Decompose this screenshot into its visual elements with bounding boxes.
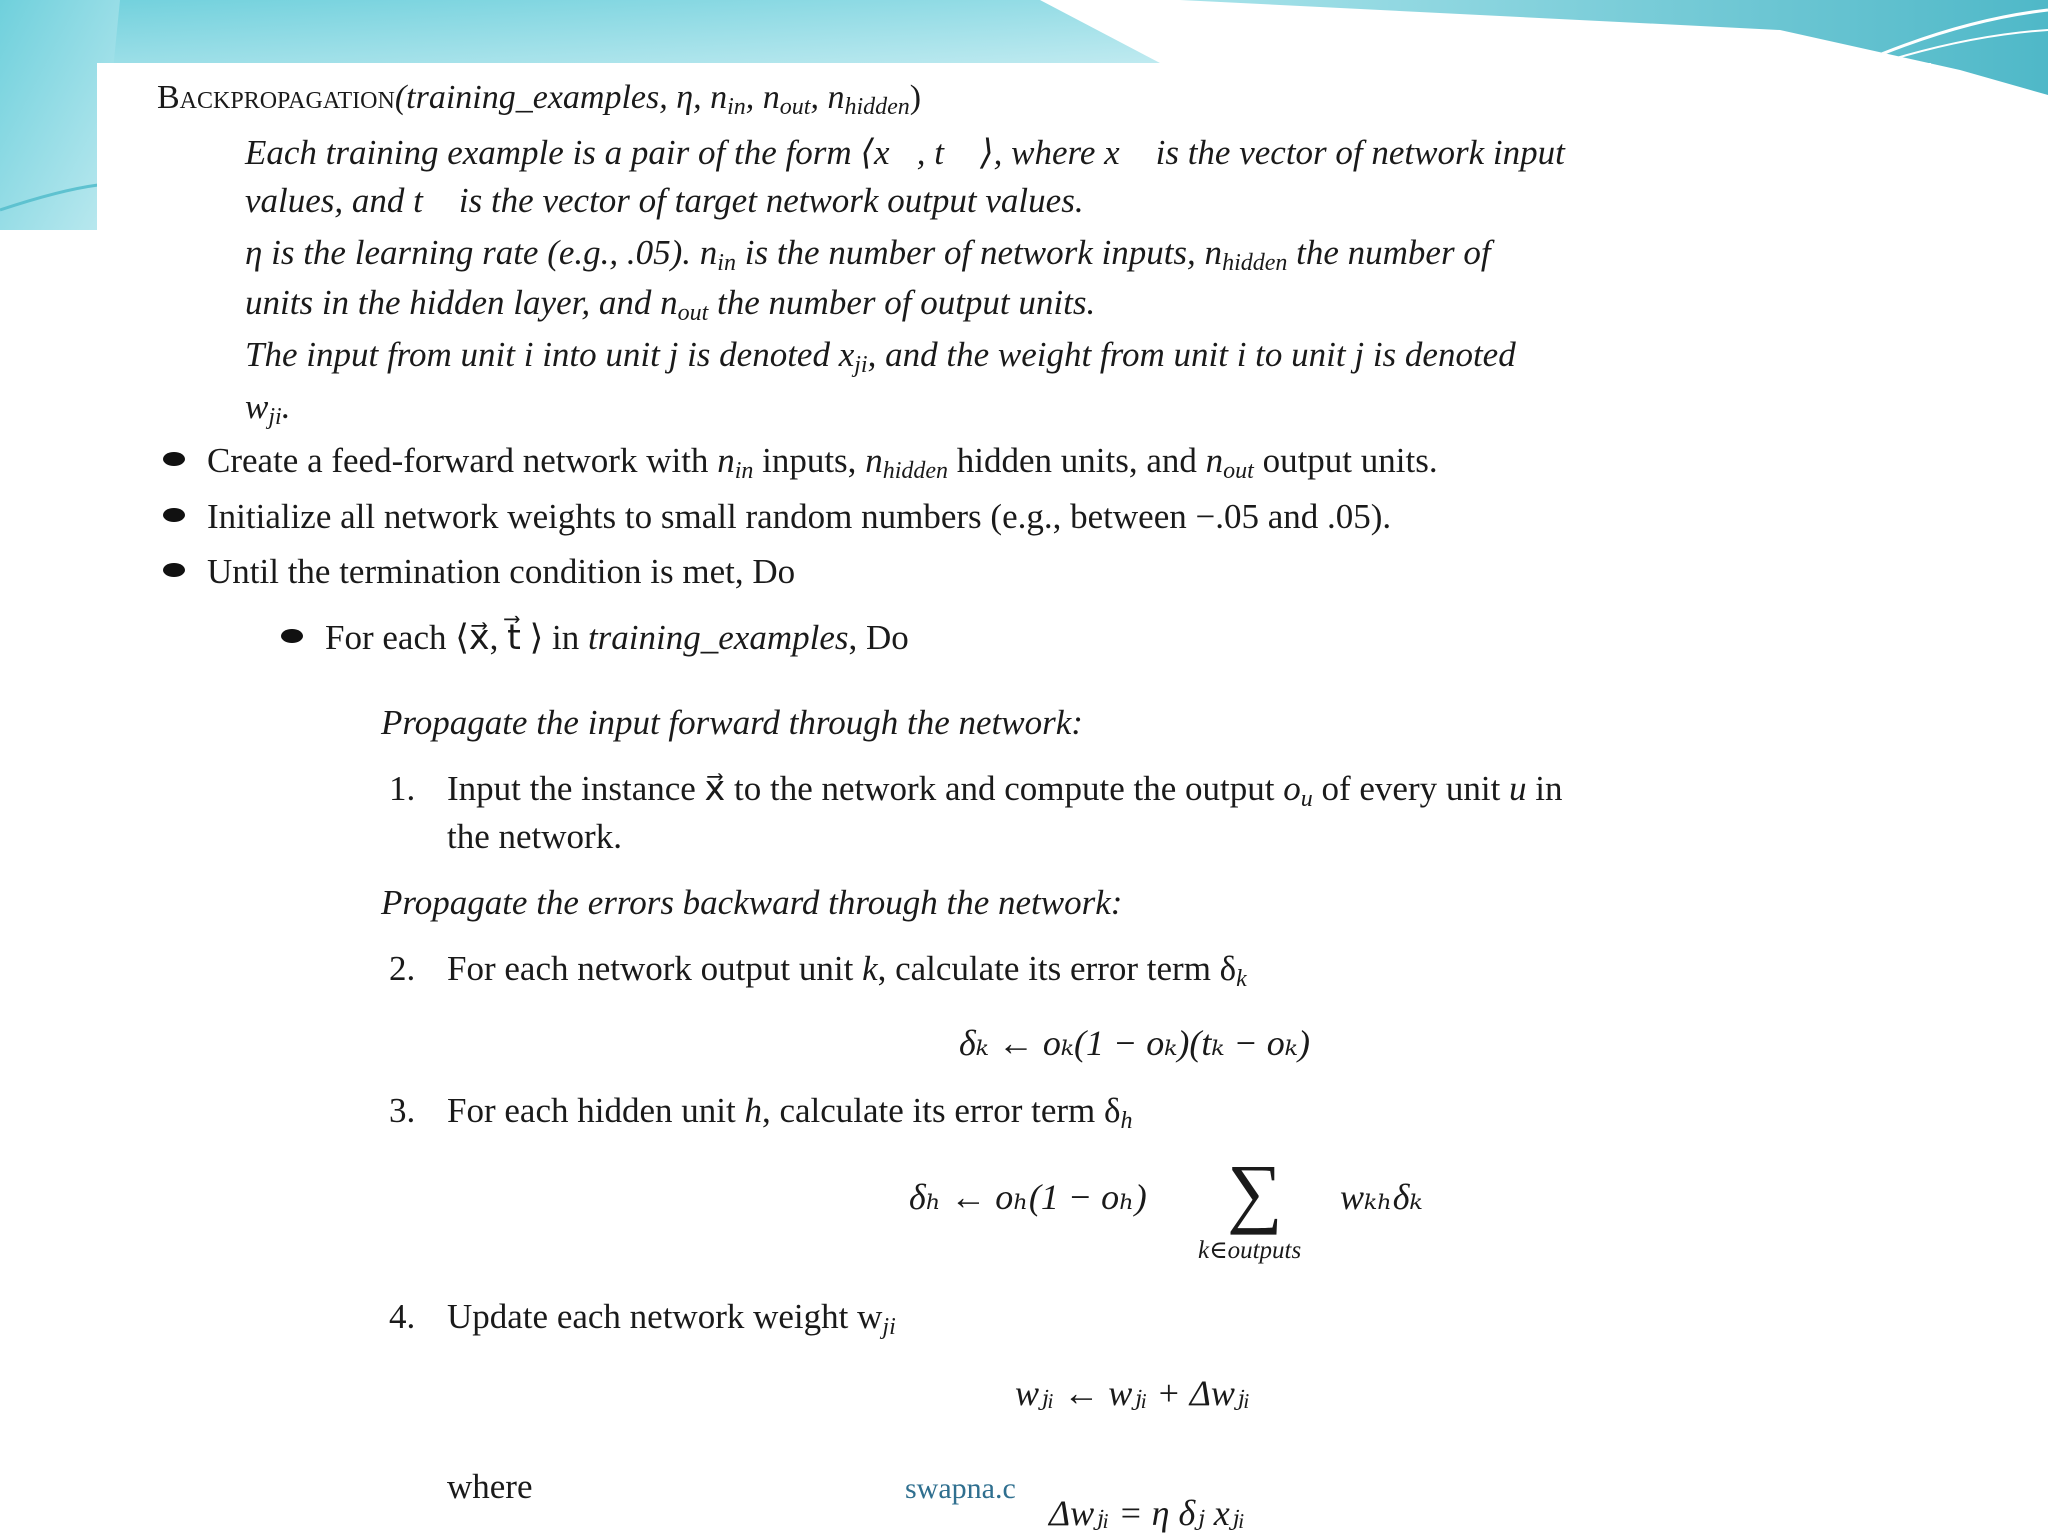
step-1-line-2: the network. — [447, 817, 622, 856]
algorithm-title: Backpropagation(training_examples, η, $n_{in}$, $n_{out}$, $n_{hidden}$) — [157, 79, 922, 120]
bullet-for-each-example: For each ⟨x⃗, t⃗ ⟩ in training_examples, Do — [325, 618, 909, 657]
step-2-text: For each network output unit k, calculate its error term $\delta_k$ — [447, 949, 1247, 992]
equation-hidden-error-left: δₕ ← oₕ(1 − oₕ) — [909, 1177, 1147, 1217]
document-page — [97, 63, 1931, 1536]
step-1-number: 1. — [389, 769, 416, 808]
equation-output-error: δₖ ← oₖ(1 − oₖ)(tₖ − oₖ) — [959, 1023, 1310, 1063]
equation-weight-update: wⱼᵢ ← wⱼᵢ + Δwⱼᵢ — [1015, 1373, 1251, 1413]
step-4-number: 4. — [389, 1297, 416, 1336]
backward-heading: Propagate the errors backward through the network: — [381, 883, 1123, 922]
equation-hidden-error-right: wₖₕδₖ — [1340, 1177, 1423, 1217]
bullet-dot — [163, 508, 185, 522]
intro-line-6: $w_{ji}$. — [245, 387, 291, 430]
bullet-create-network: Create a feed-forward network with $n_{in}$ inputs, $n_{hidden}$ hidden units, and $n_{out}$ output units. — [207, 441, 1438, 484]
bullet-dot — [163, 452, 185, 466]
footer-author: swapna.c — [905, 1472, 1016, 1505]
bullet-dot — [281, 629, 303, 643]
bullet-until-termination: Until the termination condition is met, Do — [207, 552, 796, 591]
step-4-text: Update each network weight $w_{ji}$ — [447, 1297, 896, 1340]
equation-delta-weight: Δwⱼᵢ = η δⱼ xⱼᵢ — [1049, 1493, 1245, 1533]
top-left-wave — [0, 0, 1160, 63]
summation-symbol: ∑ — [1227, 1148, 1283, 1235]
step-1-line-1: Input the instance x⃗ to the network and compute the output $o_u$ of every unit u in — [447, 769, 1563, 812]
step-2-number: 2. — [389, 949, 416, 988]
forward-heading: Propagate the input forward through the network: — [381, 703, 1083, 742]
intro-line-2: values, and t⃗ is the vector of target network output values. — [245, 181, 1084, 220]
intro-line-4: units in the hidden layer, and $n_{out}$ the number of output units. — [245, 283, 1096, 326]
summation-index: k∈outputs — [1198, 1237, 1302, 1264]
step-3-text: For each hidden unit h, calculate its error term $\delta_h$ — [447, 1091, 1133, 1134]
step-3-number: 3. — [389, 1091, 416, 1130]
bullet-dot — [163, 563, 185, 577]
where-label: where — [447, 1467, 533, 1506]
intro-line-1: Each training example is a pair of the form ⟨x⃗, t⃗ ⟩, where x⃗ is the vector of network input — [245, 133, 1565, 172]
intro-line-5: The input from unit i into unit j is denoted $x_{ji}$, and the weight from unit i to unit j is denoted — [245, 335, 1516, 378]
intro-line-3: η is the learning rate (e.g., .05). $n_{in}$ is the number of network inputs, $n_{hidden}$ the number of — [245, 233, 1491, 276]
bullet-initialize-weights: Initialize all network weights to small random numbers (e.g., between −.05 and .05). — [207, 497, 1392, 536]
